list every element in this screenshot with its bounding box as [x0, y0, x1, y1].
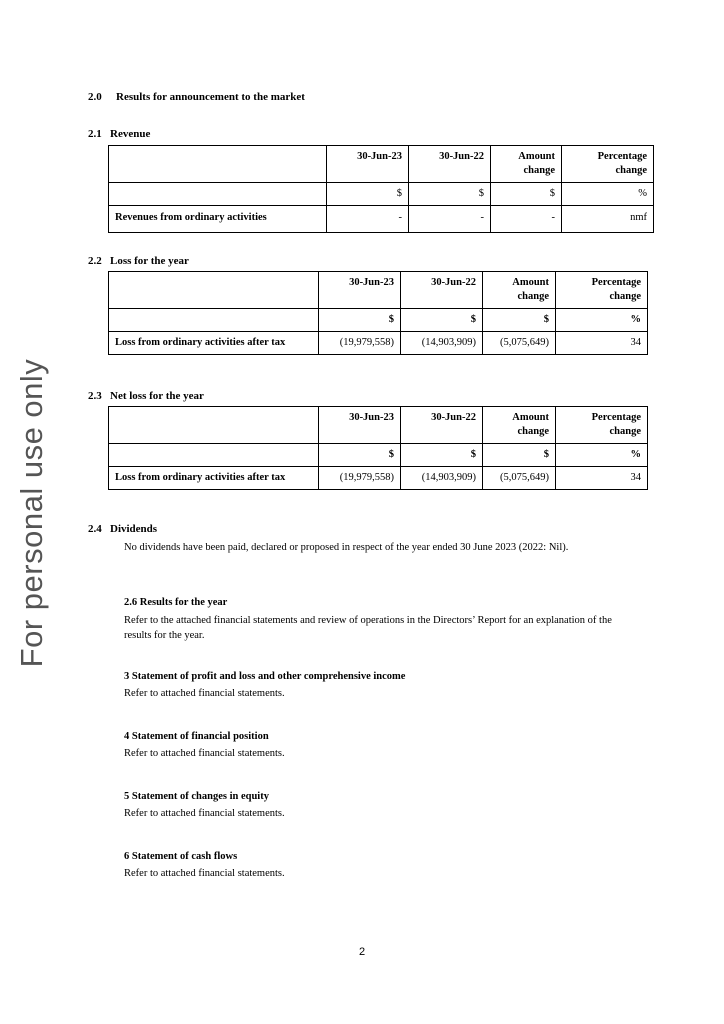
- table-header-cell: 30-Jun-23: [319, 407, 401, 444]
- table-unit-cell: $: [401, 309, 483, 332]
- table-cell: [109, 309, 319, 332]
- section-2-1-heading: [88, 128, 150, 140]
- table-unit-cell: $: [483, 444, 556, 467]
- table-row-label: Loss from ordinary activities after tax: [109, 332, 319, 355]
- table-unit-cell: $: [327, 183, 409, 206]
- section-title: Loss for the year: [110, 255, 189, 267]
- page-number: 2: [358, 946, 366, 958]
- section-5-text: Refer to attached financial statements.: [124, 808, 285, 819]
- section-5-heading: 5 Statement of changes in equity: [124, 791, 269, 802]
- section-2-6-heading: 2.6 Results for the year: [124, 597, 228, 608]
- table-header-cell: Amount change: [483, 272, 556, 309]
- table-header-cell: 30-Jun-22: [401, 272, 483, 309]
- table-unit-cell: $: [319, 309, 401, 332]
- table-cell: 34: [556, 467, 648, 490]
- table-cell: -: [409, 206, 491, 233]
- section-6-heading: 6 Statement of cash flows: [124, 851, 238, 862]
- table-header-row: [109, 407, 648, 444]
- section-number: 2.4: [88, 523, 102, 535]
- section-title: Dividends: [110, 523, 158, 535]
- table-cell: (19,979,558): [319, 332, 401, 355]
- table-unit-cell: %: [556, 309, 648, 332]
- table-row-label: Revenues from ordinary activities: [109, 206, 327, 233]
- net-loss-table: [108, 406, 648, 490]
- table-unit-cell: $: [319, 444, 401, 467]
- table-unit-cell: %: [556, 444, 648, 467]
- table-units-row: [109, 183, 654, 206]
- table-header-cell: 30-Jun-23: [319, 272, 401, 309]
- section-number: 2.1: [88, 128, 102, 140]
- section-3-text: Refer to attached financial statements.: [124, 688, 285, 699]
- section-number: 2.2: [88, 255, 102, 267]
- table-cell: -: [491, 206, 562, 233]
- table-header-cell: Percentage change: [556, 407, 648, 444]
- revenue-table: [108, 145, 654, 233]
- table-header-cell: 30-Jun-22: [409, 146, 491, 183]
- results-text: Refer to the attached financial statements and review of operations in the Directors’ Report for an explanation of the results for the year.: [124, 615, 612, 641]
- section-title: Net loss for the year: [110, 390, 204, 402]
- table-header-cell: Percentage change: [562, 146, 654, 183]
- table-header-row: [109, 272, 648, 309]
- table-header-cell: Percentage change: [556, 272, 648, 309]
- table-cell: -: [327, 206, 409, 233]
- table-unit-cell: $: [409, 183, 491, 206]
- table-cell: nmf: [562, 206, 654, 233]
- section-2-3-heading: [88, 390, 204, 402]
- section-4-heading: 4 Statement of financial position: [124, 731, 269, 742]
- table-cell: (14,903,909): [401, 467, 483, 490]
- table-row-label: Loss from ordinary activities after tax: [109, 467, 319, 490]
- table-header-cell: 30-Jun-23: [327, 146, 409, 183]
- dividends-text: No dividends have been paid, declared or proposed in respect of the year ended 30 June 2023 (2022: Nil).: [124, 542, 569, 553]
- section-2-0-heading: [88, 91, 305, 103]
- table-header-cell: Amount change: [483, 407, 556, 444]
- table-units-row: [109, 444, 648, 467]
- watermark: For personal use only: [14, 358, 49, 668]
- section-number: 2.3: [88, 390, 102, 402]
- table-cell: 34: [556, 332, 648, 355]
- table-header-row: [109, 146, 654, 183]
- section-6-text: Refer to attached financial statements.: [124, 868, 285, 879]
- loss-table: [108, 271, 648, 355]
- table-units-row: [109, 309, 648, 332]
- section-3-heading: 3 Statement of profit and loss and other comprehensive income: [124, 671, 406, 682]
- table-cell: (19,979,558): [319, 467, 401, 490]
- table-row: [109, 206, 654, 233]
- table-cell: (5,075,649): [483, 467, 556, 490]
- table-unit-cell: $: [401, 444, 483, 467]
- table-row: [109, 467, 648, 490]
- table-cell: (5,075,649): [483, 332, 556, 355]
- table-header-cell: Amount change: [491, 146, 562, 183]
- table-cell: [109, 183, 327, 206]
- table-cell: [109, 272, 319, 309]
- section-4-text: Refer to attached financial statements.: [124, 748, 285, 759]
- table-cell: [109, 146, 327, 183]
- table-cell: [109, 444, 319, 467]
- section-number: 2.0: [88, 91, 102, 103]
- table-cell: [109, 407, 319, 444]
- table-unit-cell: %: [562, 183, 654, 206]
- section-2-4-heading: [88, 523, 157, 535]
- section-title: Revenue: [110, 128, 151, 140]
- table-unit-cell: $: [491, 183, 562, 206]
- section-2-2-heading: [88, 255, 189, 267]
- table-unit-cell: $: [483, 309, 556, 332]
- table-cell: (14,903,909): [401, 332, 483, 355]
- table-row: [109, 332, 648, 355]
- section-title: Results for announcement to the market: [116, 91, 305, 103]
- table-header-cell: 30-Jun-22: [401, 407, 483, 444]
